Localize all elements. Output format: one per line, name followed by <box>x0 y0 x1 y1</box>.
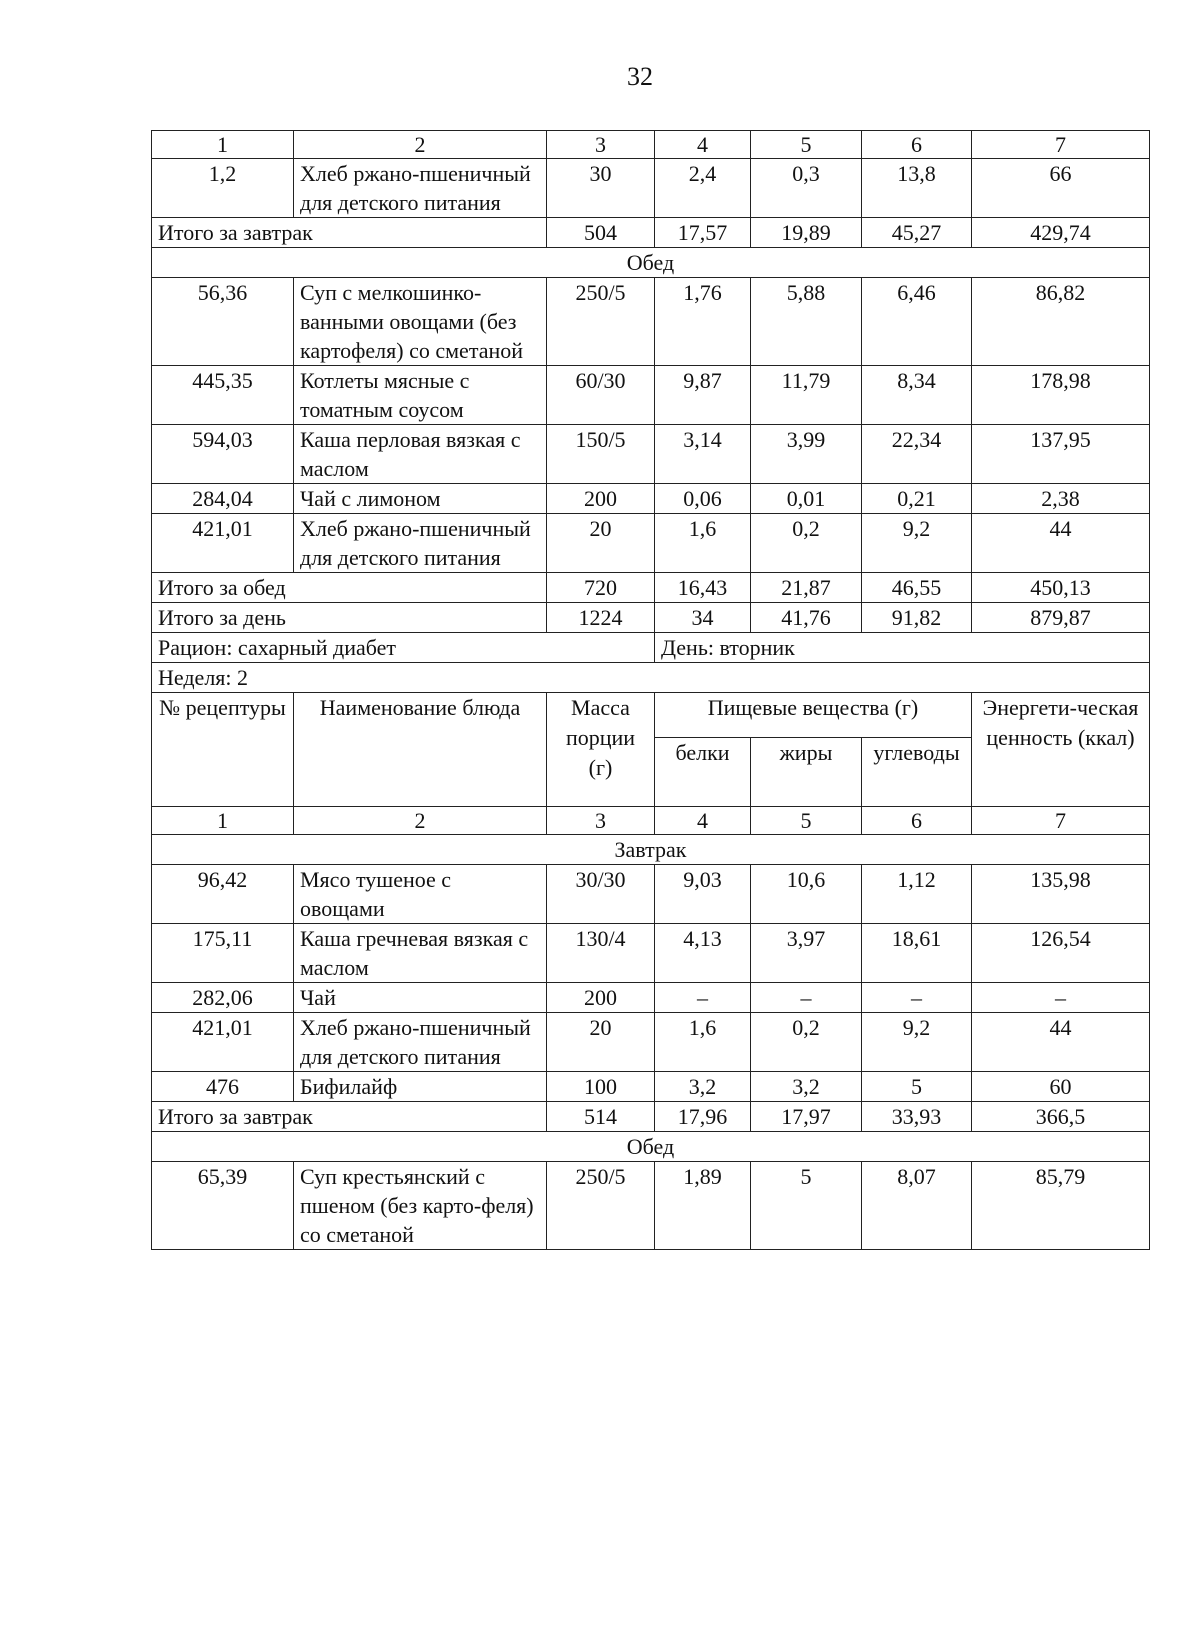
portion-mass: 200 <box>547 983 655 1013</box>
recipe-number: 282,06 <box>152 983 294 1013</box>
total-protein: 34 <box>655 603 751 633</box>
page-number: 32 <box>627 62 653 91</box>
total-carbs: 33,93 <box>862 1102 972 1132</box>
energy-value: 137,95 <box>972 425 1150 484</box>
total-mass: 720 <box>547 573 655 603</box>
header-energy: Энергети-ческая ценность (ккал) <box>972 693 1150 807</box>
protein-value: 0,06 <box>655 484 751 514</box>
header-row <box>152 693 1150 738</box>
carbs-value: 6,46 <box>862 278 972 366</box>
total-fat: 41,76 <box>751 603 862 633</box>
protein-value: 2,4 <box>655 159 751 218</box>
column-number: 2 <box>294 131 547 159</box>
column-number: 6 <box>862 131 972 159</box>
menu-table <box>151 130 1150 1250</box>
total-fat: 21,87 <box>751 573 862 603</box>
portion-mass: 130/4 <box>547 924 655 983</box>
total-protein: 17,57 <box>655 218 751 248</box>
column-number: 7 <box>972 807 1150 835</box>
total-carbs: 45,27 <box>862 218 972 248</box>
energy-value: – <box>972 983 1150 1013</box>
fat-value: 0,2 <box>751 514 862 573</box>
recipe-number: 445,35 <box>152 366 294 425</box>
portion-mass: 250/5 <box>547 1162 655 1250</box>
protein-value: – <box>655 983 751 1013</box>
dish-row <box>152 366 1150 425</box>
column-number: 4 <box>655 131 751 159</box>
total-label: Итого за завтрак <box>152 1102 547 1132</box>
total-fat: 19,89 <box>751 218 862 248</box>
column-number: 3 <box>547 807 655 835</box>
column-number: 6 <box>862 807 972 835</box>
column-number: 5 <box>751 807 862 835</box>
dish-name: Бифилайф <box>294 1072 547 1102</box>
total-energy: 366,5 <box>972 1102 1150 1132</box>
portion-mass: 150/5 <box>547 425 655 484</box>
total-mass: 504 <box>547 218 655 248</box>
ration-row <box>152 633 1150 663</box>
recipe-number: 421,01 <box>152 514 294 573</box>
carbs-value: 0,21 <box>862 484 972 514</box>
column-number-row <box>152 807 1150 835</box>
fat-value: 0,01 <box>751 484 862 514</box>
dish-name: Чай с лимоном <box>294 484 547 514</box>
section-row <box>152 248 1150 278</box>
column-number: 5 <box>751 131 862 159</box>
carbs-value: 22,34 <box>862 425 972 484</box>
carbs-value: 18,61 <box>862 924 972 983</box>
energy-value: 2,38 <box>972 484 1150 514</box>
fat-value: – <box>751 983 862 1013</box>
header-recipe: № рецептуры <box>152 693 294 807</box>
carbs-value: 13,8 <box>862 159 972 218</box>
recipe-number: 96,42 <box>152 865 294 924</box>
total-row <box>152 573 1150 603</box>
total-fat: 17,97 <box>751 1102 862 1132</box>
column-number: 1 <box>152 131 294 159</box>
protein-value: 9,87 <box>655 366 751 425</box>
dish-name: Хлеб ржано-пшеничный для детского питания <box>294 1013 547 1072</box>
header-fat: жиры <box>751 738 862 807</box>
dish-row <box>152 484 1150 514</box>
energy-value: 85,79 <box>972 1162 1150 1250</box>
energy-value: 44 <box>972 514 1150 573</box>
dish-name: Суп с мелкошинко-ванными овощами (без картофеля) со сметаной <box>294 278 547 366</box>
total-label: Итого за завтрак <box>152 218 547 248</box>
dish-row <box>152 924 1150 983</box>
dish-row <box>152 514 1150 573</box>
dish-name: Мясо тушеное с овощами <box>294 865 547 924</box>
part1-breakfast-rows <box>152 159 1150 218</box>
fat-value: 0,2 <box>751 1013 862 1072</box>
fat-value: 3,97 <box>751 924 862 983</box>
day-total-row <box>152 603 1150 633</box>
protein-value: 9,03 <box>655 865 751 924</box>
section-row <box>152 835 1150 865</box>
dish-name: Чай <box>294 983 547 1013</box>
total-label: Итого за обед <box>152 573 547 603</box>
total-protein: 17,96 <box>655 1102 751 1132</box>
energy-value: 135,98 <box>972 865 1150 924</box>
fat-value: 0,3 <box>751 159 862 218</box>
dish-name: Хлеб ржано-пшеничный для детского питания <box>294 514 547 573</box>
energy-value: 178,98 <box>972 366 1150 425</box>
protein-value: 1,6 <box>655 514 751 573</box>
column-number: 3 <box>547 131 655 159</box>
dish-row <box>152 425 1150 484</box>
protein-value: 3,2 <box>655 1072 751 1102</box>
recipe-number: 284,04 <box>152 484 294 514</box>
dish-name: Каша перловая вязкая с маслом <box>294 425 547 484</box>
portion-mass: 30/30 <box>547 865 655 924</box>
dish-row <box>152 278 1150 366</box>
ration-label: Рацион: сахарный диабет <box>152 633 655 663</box>
column-number: 1 <box>152 807 294 835</box>
part1-lunch-rows <box>152 278 1150 573</box>
total-mass: 514 <box>547 1102 655 1132</box>
energy-value: 44 <box>972 1013 1150 1072</box>
header-nutrients: Пищевые вещества (г) <box>655 693 972 738</box>
portion-mass: 20 <box>547 514 655 573</box>
fat-value: 5 <box>751 1162 862 1250</box>
column-number: 7 <box>972 131 1150 159</box>
section-title: Обед <box>152 248 1150 278</box>
total-carbs: 46,55 <box>862 573 972 603</box>
total-mass: 1224 <box>547 603 655 633</box>
protein-value: 1,89 <box>655 1162 751 1250</box>
column-number: 4 <box>655 807 751 835</box>
energy-value: 126,54 <box>972 924 1150 983</box>
total-energy: 879,87 <box>972 603 1150 633</box>
fat-value: 5,88 <box>751 278 862 366</box>
recipe-number: 65,39 <box>152 1162 294 1250</box>
recipe-number: 175,11 <box>152 924 294 983</box>
portion-mass: 30 <box>547 159 655 218</box>
header-protein: белки <box>655 738 751 807</box>
dish-name: Котлеты мясные с томатным соусом <box>294 366 547 425</box>
carbs-value: 8,34 <box>862 366 972 425</box>
fat-value: 3,99 <box>751 425 862 484</box>
part2-lunch-rows <box>152 1162 1150 1250</box>
total-row <box>152 1102 1150 1132</box>
fat-value: 3,2 <box>751 1072 862 1102</box>
header-carbs: углеводы <box>862 738 972 807</box>
dish-row <box>152 983 1150 1013</box>
total-carbs: 91,82 <box>862 603 972 633</box>
fat-value: 10,6 <box>751 865 862 924</box>
dish-row <box>152 1013 1150 1072</box>
carbs-value: 8,07 <box>862 1162 972 1250</box>
portion-mass: 60/30 <box>547 366 655 425</box>
recipe-number: 476 <box>152 1072 294 1102</box>
total-row <box>152 218 1150 248</box>
energy-value: 66 <box>972 159 1150 218</box>
dish-row <box>152 865 1150 924</box>
dish-name: Суп крестьянский с пшеном (без карто-феля) со сметаной <box>294 1162 547 1250</box>
energy-value: 86,82 <box>972 278 1150 366</box>
protein-value: 3,14 <box>655 425 751 484</box>
total-energy: 450,13 <box>972 573 1150 603</box>
total-protein: 16,43 <box>655 573 751 603</box>
carbs-value: 5 <box>862 1072 972 1102</box>
carbs-value: 9,2 <box>862 514 972 573</box>
total-energy: 429,74 <box>972 218 1150 248</box>
carbs-value: 1,12 <box>862 865 972 924</box>
ration-day: День: вторник <box>655 633 1150 663</box>
section-row <box>152 1132 1150 1162</box>
dish-row <box>152 1162 1150 1250</box>
recipe-number: 1,2 <box>152 159 294 218</box>
dish-row <box>152 1072 1150 1102</box>
protein-value: 1,76 <box>655 278 751 366</box>
column-number-row <box>152 131 1150 159</box>
carbs-value: 9,2 <box>862 1013 972 1072</box>
fat-value: 11,79 <box>751 366 862 425</box>
recipe-number: 56,36 <box>152 278 294 366</box>
portion-mass: 250/5 <box>547 278 655 366</box>
section-title: Завтрак <box>152 835 1150 865</box>
part2-breakfast-rows <box>152 865 1150 1102</box>
dish-name: Хлеб ржано-пшеничный для детского питания <box>294 159 547 218</box>
portion-mass: 100 <box>547 1072 655 1102</box>
total-label: Итого за день <box>152 603 547 633</box>
protein-value: 4,13 <box>655 924 751 983</box>
ration-week: Неделя: 2 <box>152 663 1150 693</box>
protein-value: 1,6 <box>655 1013 751 1072</box>
recipe-number: 421,01 <box>152 1013 294 1072</box>
dish-row <box>152 159 1150 218</box>
energy-value: 60 <box>972 1072 1150 1102</box>
header-name: Наименование блюда <box>294 693 547 807</box>
header-mass: Масса порции (г) <box>547 693 655 807</box>
portion-mass: 20 <box>547 1013 655 1072</box>
dish-name: Каша гречневая вязкая с маслом <box>294 924 547 983</box>
week-row <box>152 663 1150 693</box>
section-title: Обед <box>152 1132 1150 1162</box>
carbs-value: – <box>862 983 972 1013</box>
column-number: 2 <box>294 807 547 835</box>
portion-mass: 200 <box>547 484 655 514</box>
recipe-number: 594,03 <box>152 425 294 484</box>
